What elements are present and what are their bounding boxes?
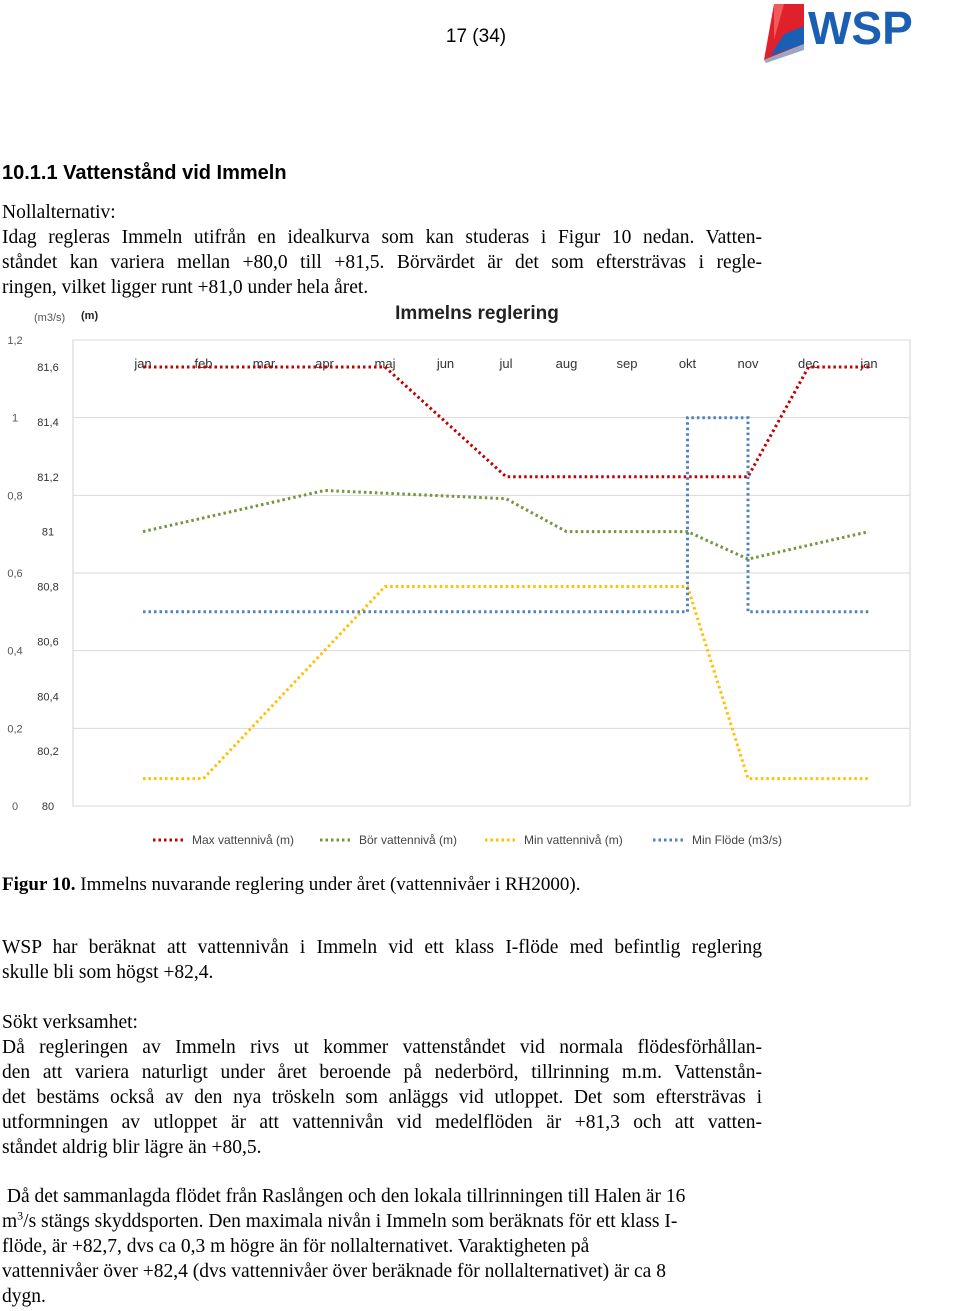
y2-tick-label: 81,6 — [37, 362, 59, 374]
y2-axis-label: (m) — [81, 310, 99, 322]
y1-tick-label: 0 — [11, 801, 19, 813]
paragraph-line: utformningen av utloppet är att vattennivån vid medelflöden är +81,3 och att vatten- — [2, 1112, 762, 1133]
legend-label: Max vattennivå (m) — [192, 833, 295, 847]
paragraph-line: skulle bli som högst +82,4. — [2, 962, 214, 983]
legend-label: Min vattennivå (m) — [524, 833, 623, 847]
page-number: 17 (34) — [445, 26, 507, 47]
y1-tick-label: 1,2 — [7, 335, 23, 347]
y2-tick-label: 81,4 — [37, 416, 59, 429]
y2-tick-label: 80,2 — [37, 746, 59, 759]
figure-caption-text: Immelns nuvarande reglering under året (vattennivåer i RH2000). — [75, 874, 581, 895]
month-label: maj — [374, 356, 396, 371]
series-line — [143, 367, 869, 477]
y1-tick-label: 0,6 — [7, 568, 23, 580]
legend-label: Bör vattennivå (m) — [359, 833, 458, 847]
month-label: feb — [194, 356, 213, 371]
paragraph-line: flöde, är +82,7, dvs ca 0,3 m högre än för nollalternativet. Varaktigheten på — [2, 1236, 590, 1257]
wsp-logo-text: WSP — [808, 2, 913, 54]
paragraph-line: Då det sammanlagda flödet från Raslången och den lokala tillrinningen till Halen är 16 — [2, 1186, 686, 1207]
chart-grid — [73, 340, 910, 806]
unit-m: m — [2, 1211, 18, 1232]
flow-paragraph — [2, 1184, 762, 1309]
paragraph-line: Då regleringen av Immeln rivs ut kommer vattenståndet vid normala flödesförhållan- — [2, 1037, 762, 1058]
month-label: jul — [499, 356, 513, 371]
series-line — [143, 587, 869, 779]
paragraph-line: dygn. — [2, 1286, 46, 1307]
superscript-3: 3 — [17, 1208, 24, 1223]
result-paragraph — [2, 935, 762, 985]
month-label: jan — [860, 356, 878, 371]
y2-tick-label: 80 — [41, 801, 55, 813]
y2-tick-label: 80,6 — [37, 636, 59, 649]
paragraph-line: Nollalternativ: — [2, 202, 116, 223]
month-label: jan — [134, 356, 152, 371]
paragraph-line: det bestäms också av den nya tröskeln som anläggs vid utloppet. Det som eftersträvas i — [2, 1087, 762, 1108]
y1-tick-label: 0,8 — [7, 490, 23, 503]
month-label: mar — [252, 356, 276, 371]
series-line — [143, 418, 869, 612]
applied-activity-paragraph — [2, 1010, 762, 1160]
paragraph-line: WSP har beräknat att vattennivån i Immeln vid ett klass I-flöde med befintlig reglering — [2, 937, 762, 958]
wsp-logo — [760, 0, 960, 66]
paragraph-line: vattennivåer över +82,4 (dvs vattennivåer över beräknade för nollalternativet) är ca 8 — [2, 1261, 666, 1282]
paragraph-line: Sökt verksamhet: — [2, 1012, 138, 1033]
month-labels — [133, 356, 877, 371]
y2-tick-labels — [37, 362, 58, 813]
y1-axis-label: (m3/s) — [34, 312, 66, 324]
month-label: dec — [798, 356, 819, 371]
wsp-logo-mark — [764, 4, 804, 63]
paragraph-line — [2, 1209, 762, 1234]
figure-caption — [2, 874, 580, 896]
chart-legend — [153, 833, 782, 847]
paragraph-line: den att variera naturligt under året beroende på nederbörd, tillrinning m.m. Vattenstån- — [2, 1062, 762, 1083]
month-label: apr — [315, 356, 334, 371]
intro-paragraph — [2, 200, 762, 300]
line-text: /s stängs skyddsporten. Den maximala nivån i Immeln som beräknats för ett klass I- — [23, 1211, 678, 1232]
y2-tick-label: 81,2 — [37, 471, 59, 484]
section-heading: 10.1.1 Vattenstånd vid Immeln — [2, 162, 287, 184]
y1-tick-label: 0,4 — [7, 645, 23, 658]
y2-tick-label: 80,8 — [37, 581, 59, 594]
legend-label: Min Flöde (m3/s) — [692, 833, 783, 847]
month-label: jun — [436, 356, 455, 371]
y2-tick-label: 81 — [41, 526, 55, 539]
y1-tick-label: 1 — [11, 412, 19, 425]
month-label: sep — [616, 356, 638, 371]
series-line — [143, 491, 869, 560]
y1-tick-labels — [7, 335, 22, 813]
month-label: okt — [678, 356, 697, 371]
paragraph-line: ringen, vilket ligger runt +81,0 under hela året. — [2, 277, 369, 298]
paragraph-line: ståndet kan variera mellan +80,0 till +81,5. Börvärdet är det som eftersträvas i regle- — [2, 252, 762, 273]
chart-title: Immelns reglering — [395, 303, 559, 324]
month-label: aug — [555, 356, 578, 371]
y2-tick-label: 80,4 — [37, 691, 59, 704]
regulation-chart — [0, 300, 960, 860]
paragraph-line: ståndet aldrig blir lägre än +80,5. — [2, 1137, 262, 1158]
month-label: nov — [737, 356, 759, 371]
paragraph-line: Idag regleras Immeln utifrån en idealkurva som kan studeras i Figur 10 nedan. Vatten- — [2, 227, 762, 248]
y1-tick-label: 0,2 — [7, 723, 23, 736]
figure-label: Figur 10. — [2, 874, 76, 895]
